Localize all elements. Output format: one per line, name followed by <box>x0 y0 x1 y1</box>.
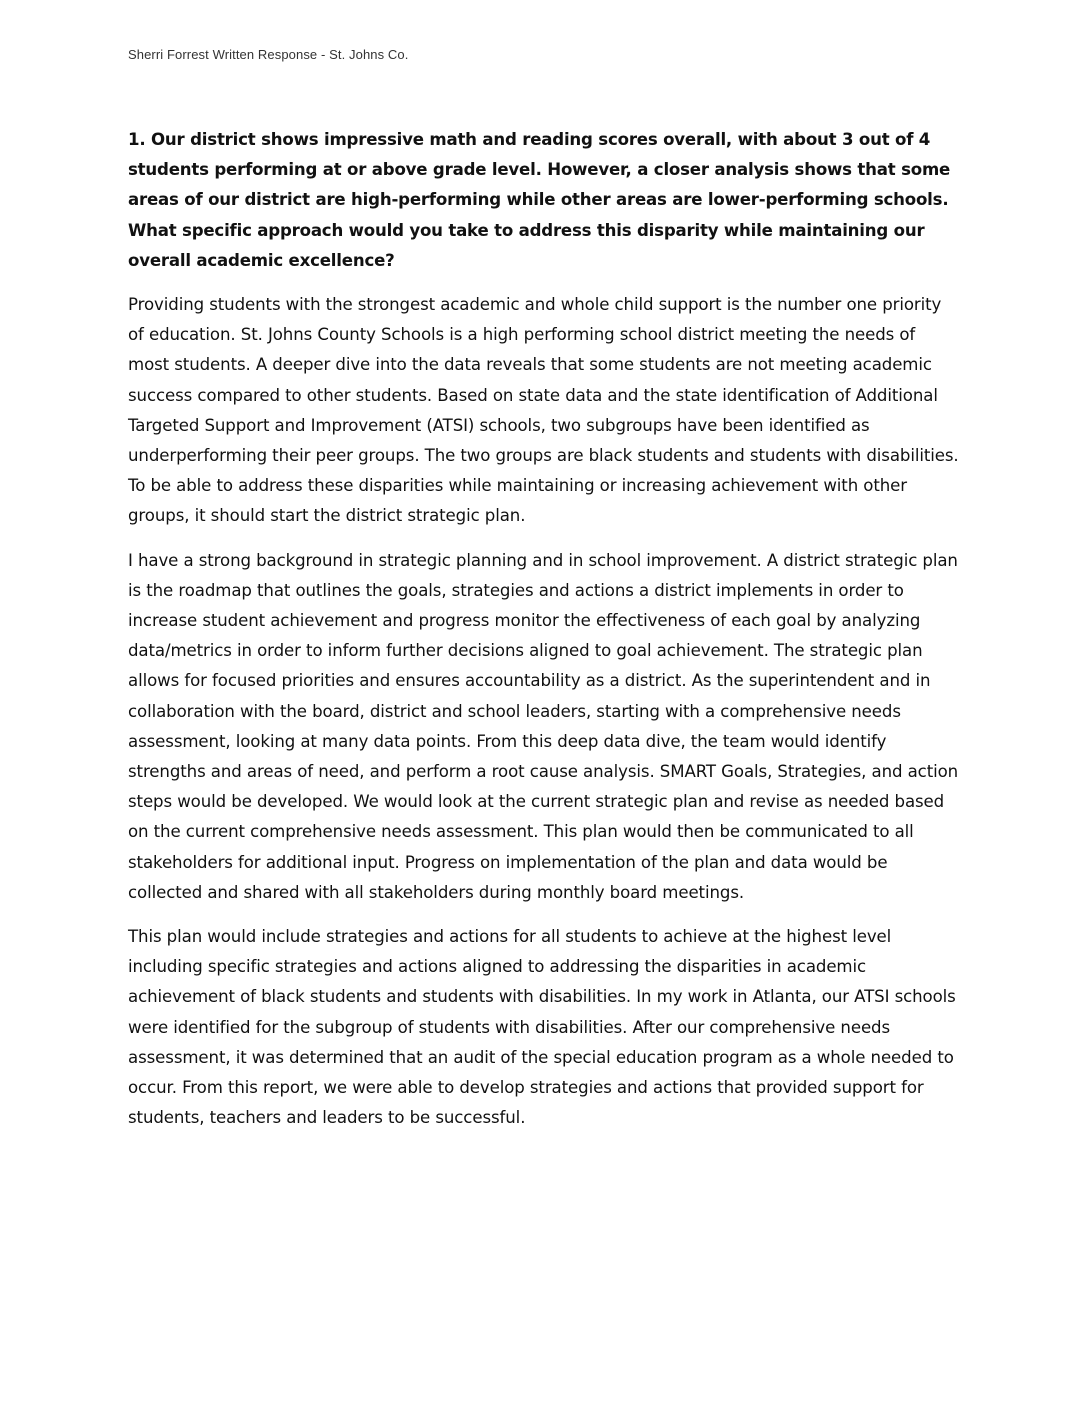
response-paragraph-1: Providing students with the strongest academic and whole child support is the number one priority of education. St. Johns County Schools is a high performing school district meeting the needs of most students. A deeper dive into the data reveals that some students are not meeting academic success compared to other students. Based on state data and the state identification of Additional Targeted Support and Improvement (ATSI) schools, two subgroups have been identified as underperforming their peer groups. The two groups are black students and students with disabilities. To be able to address these disparities while maintaining or increasing achievement with other groups, it should start the district strategic plan. <box>128 295 959 526</box>
question-heading: 1. Our district shows impressive math and reading scores overall, with about 3 out of 4 students performing at or above grade level. However, a closer analysis shows that some areas of our district are high-performing while other areas are lower-performing schools. What specific approach would you take to address this disparity while maintaining our overall academic excellence? <box>128 130 951 270</box>
response-paragraph-3: This plan would include strategies and actions for all students to achieve at the highest level including specific strategies and actions aligned to addressing the disparities in academic achievement of black students and students with disabilities. In my work in Atlanta, our ATSI schools were identified for the subgroup of students with disabilities. After our comprehensive needs assessment, it was determined that an audit of the special education program as a whole needed to occur. From this report, we were able to develop strategies and actions that provided support for students, teachers and leaders to be successful. <box>128 927 956 1128</box>
response-paragraph-2: I have a strong background in strategic planning and in school improvement. A district strategic plan is the roadmap that outlines the goals, strategies and actions a district implements in order to increase student achievement and progress monitor the effectiveness of each goal by analyzing data/metrics in order to inform further decisions aligned to goal achievement. The strategic plan allows for focused priorities and ensures accountability as a district. As the superintendent and in collaboration with the board, district and school leaders, starting with a comprehensive needs assessment, looking at many data points. From this deep data dive, the team would identify strengths and areas of need, and perform a root cause analysis. SMART Goals, Strategies, and action steps would be developed. We would look at the current strategic plan and revise as needed based on the current comprehensive needs assessment. This plan would then be communicated to all stakeholders for additional input. Progress on implementation of the plan and data would be collected and shared with all stakeholders during monthly board meetings. <box>128 550 959 902</box>
document-body <box>128 125 960 1148</box>
page-header: Sherri Forrest Written Response - St. Johns Co. <box>128 47 409 62</box>
